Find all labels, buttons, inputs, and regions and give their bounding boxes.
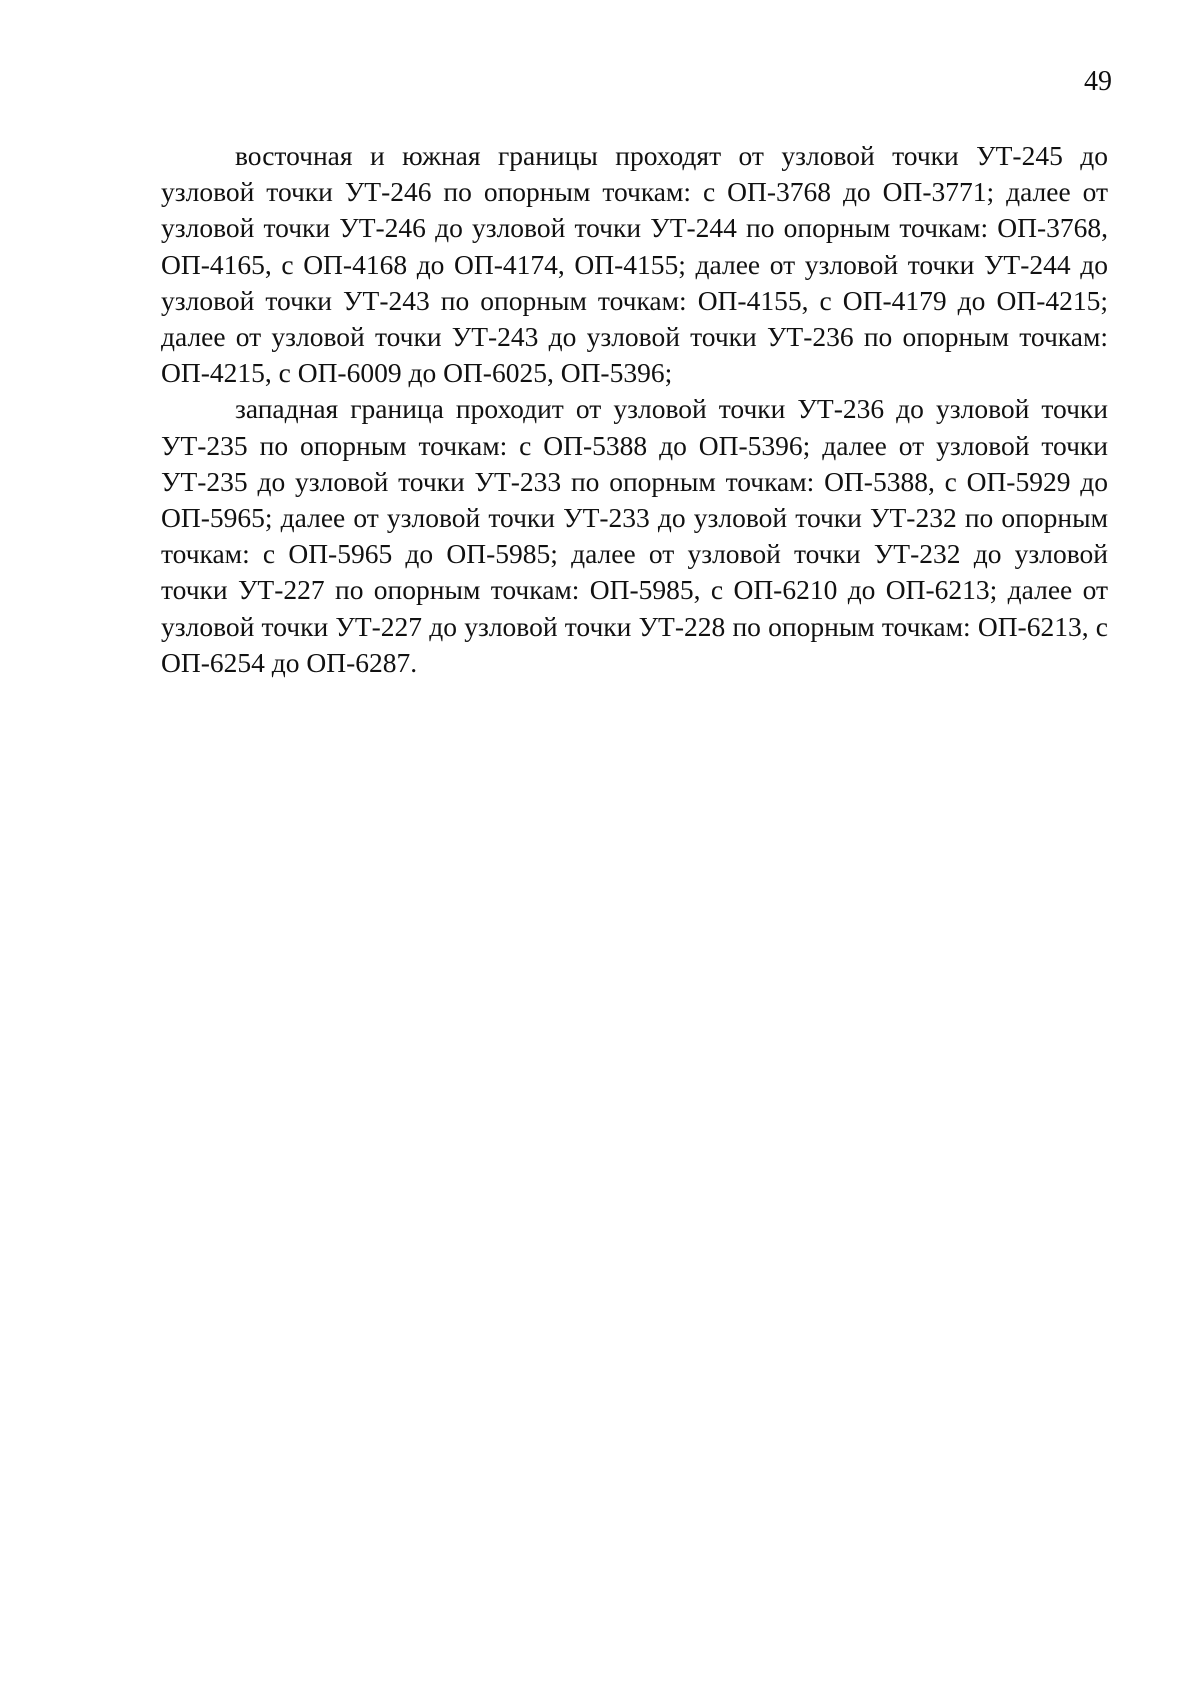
page-number: 49 <box>1084 66 1112 97</box>
paragraph-west-border: западная граница проходит от узловой точки УТ-236 до узловой точки УТ-235 по опорным точкам: с ОП-5388 до ОП-5396; далее от узловой точки УТ-235 до узловой точки УТ-233 по опорным точкам: ОП-5388, с ОП-5929 до ОП-5965; далее от узловой точки УТ-233 до узловой точки УТ-232 по опорным точкам: с ОП-5965 до ОП-5985; далее от узловой точки УТ-232 до узловой точки УТ-227 по опорным точкам: ОП-5985, с ОП-6210 до ОП-6213; далее от узловой точки УТ-227 до узловой точки УТ-228 по опорным точкам: ОП-6213, с ОП-6254 до ОП-6287. <box>161 393 1108 678</box>
paragraph-east-south-border: восточная и южная границы проходят от узловой точки УТ-245 до узловой точки УТ-246 по опорным точкам: с ОП-3768 до ОП-3771; далее от узловой точки УТ-246 до узловой точки УТ-244 по опорным точкам: ОП-3768, ОП-4165, с ОП-4168 до ОП-4174, ОП-4155; далее от узловой точки УТ-244 до узловой точки УТ-243 по опорным точкам: ОП-4155, с ОП-4179 до ОП-4215; далее от узловой точки УТ-243 до узловой точки УТ-236 по опорным точкам: ОП-4215, с ОП-6009 до ОП-6025, ОП-5396; <box>161 140 1108 389</box>
body-text <box>161 138 1108 681</box>
